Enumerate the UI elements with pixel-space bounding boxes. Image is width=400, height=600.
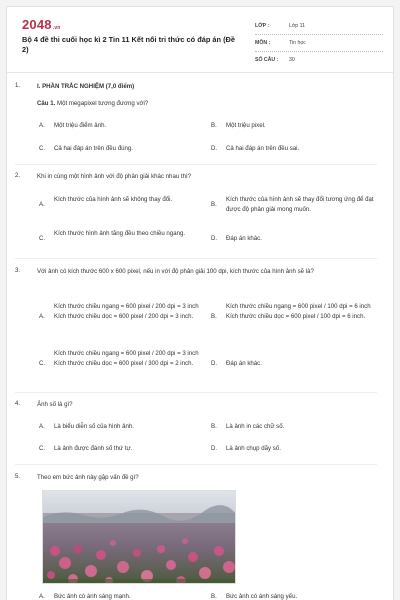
item-number: 1. xyxy=(15,82,21,89)
option-text: Là biểu diễn số của hình ảnh. xyxy=(54,423,134,430)
option-text: Kích thước hình ảnh tăng đều theo chiều ngang. xyxy=(54,230,186,237)
option-text: Cả hai đáp án trên đều đúng. xyxy=(54,145,133,152)
option-text: Đáp án khác. xyxy=(226,360,262,367)
divider xyxy=(15,164,377,165)
divider xyxy=(15,392,377,393)
logo-suffix: .vn xyxy=(52,25,61,31)
option-text: Là ảnh in các chữ số. xyxy=(226,423,285,430)
option-text: Bức ảnh có ánh sáng yếu. xyxy=(226,593,298,600)
meta-label: LỚP : xyxy=(255,23,270,29)
option-text: Kích thước chiều ngang = 600 pixel / 200 dpi = 3 inch Kích thước chiều dọc = 600 pixel / 200 dpi = 3 inch. xyxy=(54,303,199,320)
question-body: Một megapixel tương đương với? xyxy=(55,100,149,107)
item-number: 3. xyxy=(15,267,21,274)
meta-label: MÔN : xyxy=(255,40,271,46)
meta-value: 30 xyxy=(289,57,295,63)
item-number: 4. xyxy=(15,400,21,407)
option-text: Kích thước của hình ảnh sẽ thay đổi tương ứng để đạt được độ phân giải mong muốn. xyxy=(226,196,374,213)
meta-row-subject xyxy=(255,35,383,52)
logo-text: 2048 xyxy=(22,17,52,32)
question-text xyxy=(37,99,367,109)
option-letter: D. xyxy=(211,360,218,367)
flower-field-image xyxy=(43,491,236,584)
option-text: Là ảnh được đánh số thứ tự. xyxy=(54,445,133,452)
option-text: Cả hai đáp án trên đều sai. xyxy=(226,145,300,152)
option-text: Một triệu pixel. xyxy=(226,122,266,129)
item-number: 2. xyxy=(15,172,21,179)
option-letter: B. xyxy=(211,313,217,320)
section-title: I. PHẦN TRẮC NGHIỆM (7,0 điểm) xyxy=(37,83,135,90)
option-letter: C. xyxy=(39,145,46,152)
option-letter: C. xyxy=(39,445,46,452)
divider xyxy=(15,258,377,259)
question-text: Ảnh số là gì? xyxy=(37,401,73,408)
option-letter: A. xyxy=(39,593,45,600)
option-letter: A. xyxy=(39,423,45,430)
item-number: 5. xyxy=(15,473,21,480)
flower-field-photo xyxy=(42,490,236,584)
question-label: Câu 1. xyxy=(37,100,56,107)
question-text: Theo em bức ảnh này gặp vấn đề gì? xyxy=(37,474,139,481)
option-letter: C. xyxy=(39,235,46,242)
option-letter: A. xyxy=(39,122,45,129)
option-letter: C. xyxy=(39,360,46,367)
site-logo[interactable] xyxy=(22,17,61,32)
option-text: Bức ảnh có ánh sáng mạnh. xyxy=(54,593,131,600)
question-text: Với ảnh có kích thước 600 x 600 pixel, nếu in với độ phân giải 100 dpi, kích thước của hình ảnh sẽ là? xyxy=(37,268,314,275)
meta-row-class xyxy=(255,18,383,35)
question-text: Khi in cùng một hình ảnh với độ phân giải khác nhau thì? xyxy=(37,173,192,180)
option-text: Kích thước chiều ngang = 600 pixel / 100 dpi = 6 inch Kích thước chiều dọc = 600 pixel / 100 dpi = 6 inch. xyxy=(226,303,371,320)
option-letter: B. xyxy=(211,593,217,600)
option-letter: B. xyxy=(211,201,217,208)
option-letter: A. xyxy=(39,201,45,208)
option-text: Là ảnh chụp dãy số. xyxy=(226,445,281,452)
option-text: Đáp án khác. xyxy=(226,235,262,242)
meta-value: Lớp 11 xyxy=(289,23,305,29)
meta-row-count xyxy=(255,52,383,69)
meta-label: SỐ CÂU : xyxy=(255,57,279,63)
option-letter: A. xyxy=(39,313,45,320)
document-header xyxy=(7,7,393,73)
meta-info xyxy=(255,18,383,69)
document-title: Bộ 4 đề thi cuối học kì 2 Tin 11 Kết nối tri thức có đáp án (Đề 2) xyxy=(22,35,236,54)
option-letter: D. xyxy=(211,145,218,152)
divider xyxy=(15,464,377,465)
option-text: Kích thước chiều ngang = 600 pixel / 200 dpi = 3 inch Kích thước chiều dọc = 600 pixel / 300 dpi = 2 inch. xyxy=(54,350,199,367)
option-letter: D. xyxy=(211,235,218,242)
option-text: Một triệu điểm ảnh. xyxy=(54,122,107,129)
option-letter: D. xyxy=(211,445,218,452)
option-letter: B. xyxy=(211,122,217,129)
meta-value: Tin học xyxy=(289,40,306,46)
option-text: Kích thước của hình ảnh sẽ không thay đổi. xyxy=(54,196,173,203)
option-letter: B. xyxy=(211,423,217,430)
